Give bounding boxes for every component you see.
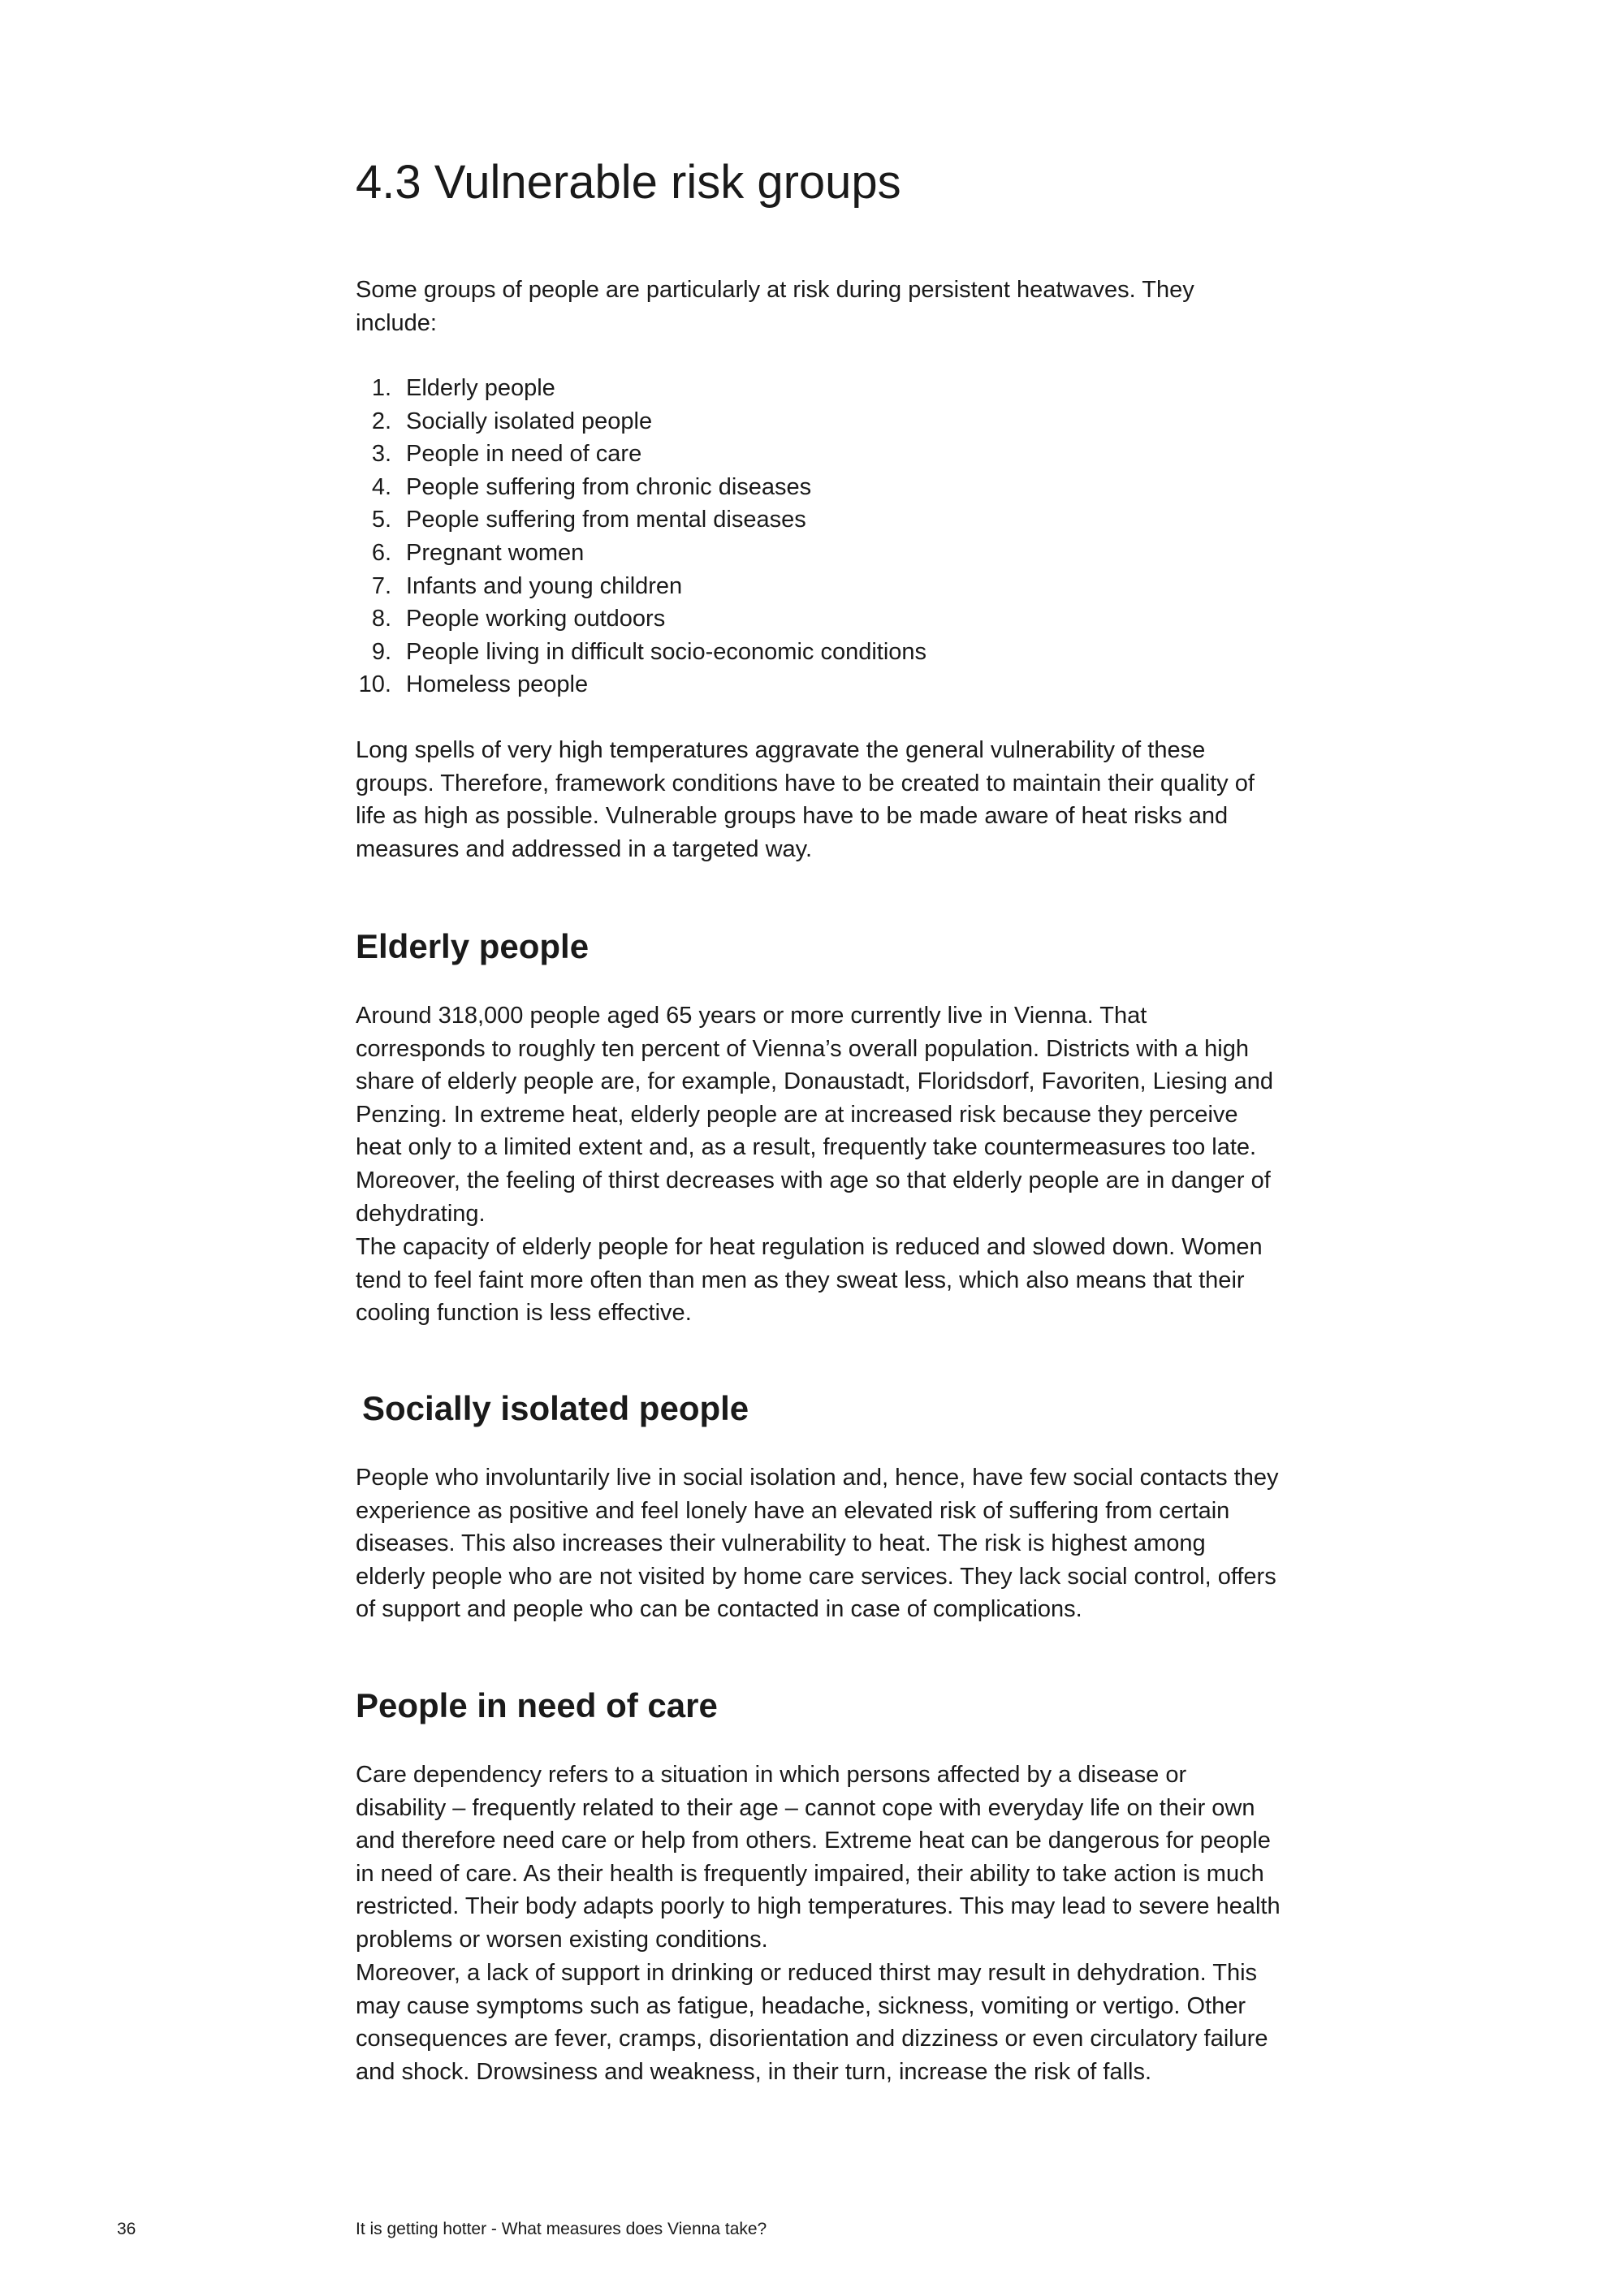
list-label: Pregnant women <box>406 539 585 566</box>
list-item <box>356 570 1281 603</box>
list-label: Homeless people <box>406 671 589 698</box>
list-number: 6. <box>371 539 391 566</box>
elderly-paragraph-1: Around 318,000 people aged 65 years or more currently live in Vienna. That corresponds to roughly ten percent of Vienna’s overall population. Districts with a high share of elderly people are, for example, Donaustadt, Floridsdorf, Favoriten, Liesing and Penzing. In extreme heat, elderly people are at increased risk because they perceive heat only to a limited extent and, as a result, frequently take countermeasures too late. Moreover, the feeling of thirst decreases with age so that elderly people are in danger of dehydrating. <box>356 1003 1274 1227</box>
isolated-paragraph: People who involuntarily live in social isolation and, hence, have few social contacts they experience as positive and feel lonely have an elevated risk of suffering from certain diseases. This also increases their vulnerability to heat. The risk is highest among elderly people who are not visited by home care services. They lack social control, offers of support and people who can be contacted in case of complications. <box>356 1465 1279 1623</box>
care-heading: People in need of care <box>356 1686 718 1724</box>
list-number: 1. <box>371 375 391 401</box>
isolated-heading: Socially isolated people <box>362 1389 749 1427</box>
care-paragraph-1: Care dependency refers to a situation in which persons affected by a disease or disability – frequently related to their age – cannot cope with everyday life on their own and therefore need care or help from others. Extreme heat can be dangerous for people in need of care. As their health is frequently impaired, their ability to take action is much restricted. Their body adapts poorly to high temperatures. This may lead to severe health problems or worsen existing conditions. <box>356 1762 1281 1953</box>
list-item <box>356 636 1281 669</box>
list-item <box>356 471 1281 504</box>
list-item <box>356 503 1281 537</box>
care-paragraph-2: Moreover, a lack of support in drinking or reduced thirst may result in dehydration. This may cause symptoms such as fatigue, headache, sickness, vomiting or vertigo. Other consequences are fever, cramps, disorientation and dizziness or even circulatory failure and shock. Drowsiness and weakness, in their turn, increase the risk of falls. <box>356 1960 1268 2085</box>
list-number: 7. <box>371 572 391 599</box>
list-label: People working outdoors <box>406 606 666 632</box>
list-label: People suffering from mental diseases <box>406 507 806 533</box>
list-number: 8. <box>371 606 391 632</box>
list-label: Elderly people <box>406 375 555 401</box>
elderly-heading: Elderly people <box>356 927 590 965</box>
list-label: People living in difficult socio-economic conditions <box>406 638 927 665</box>
intro-paragraph: Some groups of people are particularly at risk during persistent heatwaves. They include: <box>356 277 1194 336</box>
list-item <box>356 405 1281 438</box>
list-label: Socially isolated people <box>406 408 653 434</box>
list-number: 10. <box>358 671 391 698</box>
section-title: 4.3 Vulnerable risk groups <box>356 156 901 209</box>
list-label: People suffering from chronic diseases <box>406 473 812 500</box>
footer-publication-title: It is getting hotter - What measures does Vienna take? <box>356 2220 767 2238</box>
list-number: 4. <box>371 473 391 500</box>
risk-groups-list <box>356 372 1281 701</box>
list-item <box>356 668 1281 701</box>
list-number: 5. <box>371 507 391 533</box>
page-number: 36 <box>117 2220 136 2238</box>
list-item <box>356 602 1281 636</box>
list-item <box>356 537 1281 570</box>
elderly-paragraph-2: The capacity of elderly people for heat regulation is reduced and slowed down. Women tend to feel faint more often than men as they sweat less, which also means that their cooling function is less effective. <box>356 1234 1263 1327</box>
list-item <box>356 438 1281 471</box>
list-item <box>356 372 1281 405</box>
list-label: People in need of care <box>406 441 642 468</box>
list-number: 2. <box>371 408 391 434</box>
list-number: 3. <box>371 441 391 468</box>
list-number: 9. <box>371 638 391 665</box>
vulnerability-paragraph: Long spells of very high temperatures aggravate the general vulnerability of these groups. Therefore, framework conditions have to be created to maintain their quality of life as high as possible. Vulnerable groups have to be made aware of heat risks and measures and addressed in a targeted way. <box>356 737 1255 862</box>
list-label: Infants and young children <box>406 572 683 599</box>
